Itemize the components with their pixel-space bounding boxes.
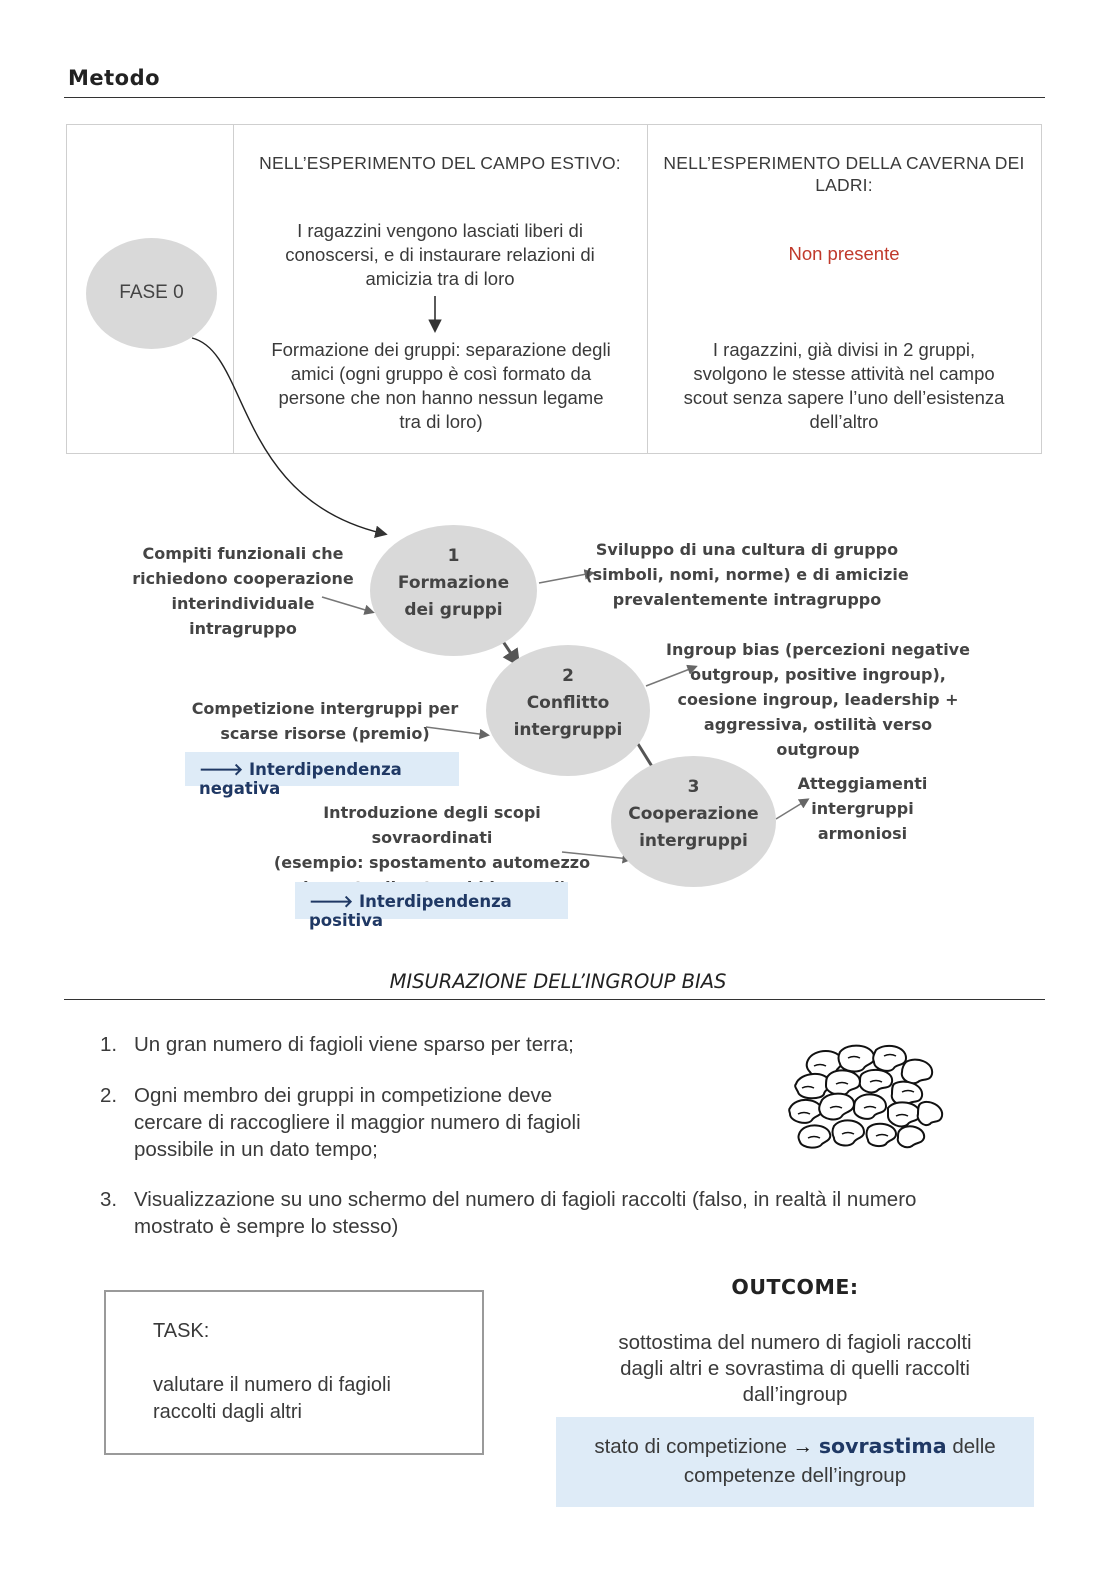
text-line: aggressiva, ostilità verso outgroup <box>703 715 933 759</box>
col2-header-line: NELL’ESPERIMENTO DELLA CAVERNA DEI <box>663 153 1025 173</box>
note-text: Interdipendenza negativa <box>199 760 402 798</box>
stage-label: Formazione <box>397 573 510 593</box>
text-line: scout senza sapere l’uno dell’esistenza <box>683 387 1005 408</box>
text-line: armoniosi <box>817 824 908 843</box>
task-label: TASK: <box>153 1320 210 1342</box>
text-line: possibile in un dato tempo; <box>134 1138 378 1161</box>
text-line: Atteggiamenti <box>797 774 928 793</box>
arrow-icon: → <box>792 1435 814 1458</box>
text-line: intergruppi <box>811 799 914 818</box>
stage-2-output <box>660 637 976 762</box>
text-line: I ragazzini vengono lasciati liberi di <box>297 220 583 241</box>
bias-section-title: MISURAZIONE DELL’INGROUP BIAS <box>389 970 727 993</box>
text-line: Introduzione degli scopi sovraordinati <box>323 803 541 847</box>
negative-interdependence-label <box>199 759 459 798</box>
text-line: dell’altro <box>809 411 879 432</box>
stage-label: intergruppi <box>639 831 748 851</box>
text-line: scarse risorse (premio) <box>220 724 430 743</box>
text-line: prevalentemente intragruppo <box>612 590 882 609</box>
stage-number: 1 <box>447 546 460 566</box>
text-line: svolgono le stesse attività nel campo <box>693 363 995 384</box>
text-line: (esempio: spostamento automezzo <box>273 853 591 872</box>
text-line: Compiti funzionali che <box>142 544 344 563</box>
positive-interdependence-label <box>309 891 568 930</box>
stage-3-text <box>606 774 781 855</box>
text-line: dall’ingroup <box>742 1383 848 1406</box>
text-line: Competizione intergruppi per <box>191 699 459 718</box>
stage-number: 2 <box>562 666 574 686</box>
curved-arrow <box>192 338 385 534</box>
stage-2-text <box>486 663 650 744</box>
text-line: Visualizzazione su uno schermo del numero di fagioli raccolti (falso, in realtà il numero <box>134 1188 917 1211</box>
text-line: Ogni membro dei gruppi in competizione deve <box>134 1084 553 1107</box>
list-number: 2. <box>100 1084 118 1107</box>
arrow-icon: 🡒 <box>199 760 244 779</box>
stage-label: Cooperazione <box>628 804 759 824</box>
stage-1-output <box>582 537 912 612</box>
list-item <box>100 1031 800 1058</box>
outcome-box-pre: stato di competizione <box>594 1435 793 1458</box>
positive-interdependence-box <box>295 882 568 930</box>
stage-label: intergruppi <box>513 720 623 740</box>
stage-1-input <box>128 541 358 641</box>
text-line: amicizia tra di loro <box>365 268 515 289</box>
text-line: I ragazzini, già divisi in 2 gruppi, <box>712 339 976 360</box>
text-line: richiedono cooperazione <box>132 569 354 588</box>
text-line: Ingroup bias (percezioni negative <box>666 640 970 659</box>
text-line: dagli altri e sovrastima di quelli raccolti <box>620 1357 970 1380</box>
text-line: intragruppo <box>189 619 297 638</box>
outcome-box-post: delle <box>946 1435 996 1458</box>
text-line: outgroup, positive ingroup), <box>690 665 946 684</box>
outcome-title: OUTCOME: <box>731 1275 859 1299</box>
stage-1-text <box>370 543 537 624</box>
text-line: conoscersi, e di instaurare relazioni di <box>285 244 595 265</box>
stage-3-output <box>790 771 935 846</box>
outcome-box-text <box>556 1432 1034 1490</box>
stage-number: 3 <box>687 777 700 797</box>
stage-2-input <box>190 696 460 746</box>
stage-label: dei gruppi <box>404 600 503 620</box>
text-line: amici (ogni gruppo è così formato da <box>290 363 592 384</box>
phase-label: FASE 0 <box>119 282 184 303</box>
text-line: Un gran numero di fagioli viene sparso per terra; <box>134 1033 574 1056</box>
text-line: tra di loro) <box>399 411 483 432</box>
section-title: Metodo <box>68 66 161 90</box>
text-line: valutare il numero di fagioli <box>153 1374 391 1396</box>
text-line: Sviluppo di una cultura di gruppo <box>595 540 899 559</box>
text-line: Formazione dei gruppi: separazione degli <box>271 339 611 360</box>
col2-absent-text: Non presente <box>788 243 900 264</box>
text-line: persone che non hanno nessun legame <box>278 387 604 408</box>
beans-illustration <box>788 1042 948 1152</box>
task-text <box>153 1372 391 1426</box>
text-line: sottostima del numero di fagioli raccolti <box>618 1331 972 1354</box>
stage-label: Conflitto <box>526 693 610 713</box>
text-line: coesione ingroup, leadership + <box>677 690 959 709</box>
arrow-icon: 🡒 <box>309 892 354 911</box>
list-item <box>100 1186 1060 1240</box>
col1-header: NELL’ESPERIMENTO DEL CAMPO ESTIVO: <box>259 153 621 173</box>
list-number: 1. <box>100 1033 118 1056</box>
text-line: cercare di raccogliere il maggior numero di fagioli <box>134 1111 581 1134</box>
text-line: (simboli, nomi, norme) e di amicizie <box>585 565 909 584</box>
bias-rule <box>64 999 1045 1000</box>
list-number: 3. <box>100 1188 118 1211</box>
text-line: mostrato è sempre lo stesso) <box>134 1215 399 1238</box>
list-item <box>100 1082 740 1163</box>
outcome-box-line <box>556 1432 1034 1461</box>
outcome-box-bold: sovrastima <box>818 1434 947 1458</box>
text-line: interindividuale <box>171 594 315 613</box>
outcome-box-line: competenze dell’ingroup <box>683 1464 907 1487</box>
text-line: raccolti dagli altri <box>153 1401 302 1423</box>
note-text: Interdipendenza positiva <box>309 892 512 930</box>
negative-interdependence-box <box>185 752 459 798</box>
outcome-text <box>556 1330 1034 1408</box>
col2-header-line: LADRI: <box>815 175 873 195</box>
